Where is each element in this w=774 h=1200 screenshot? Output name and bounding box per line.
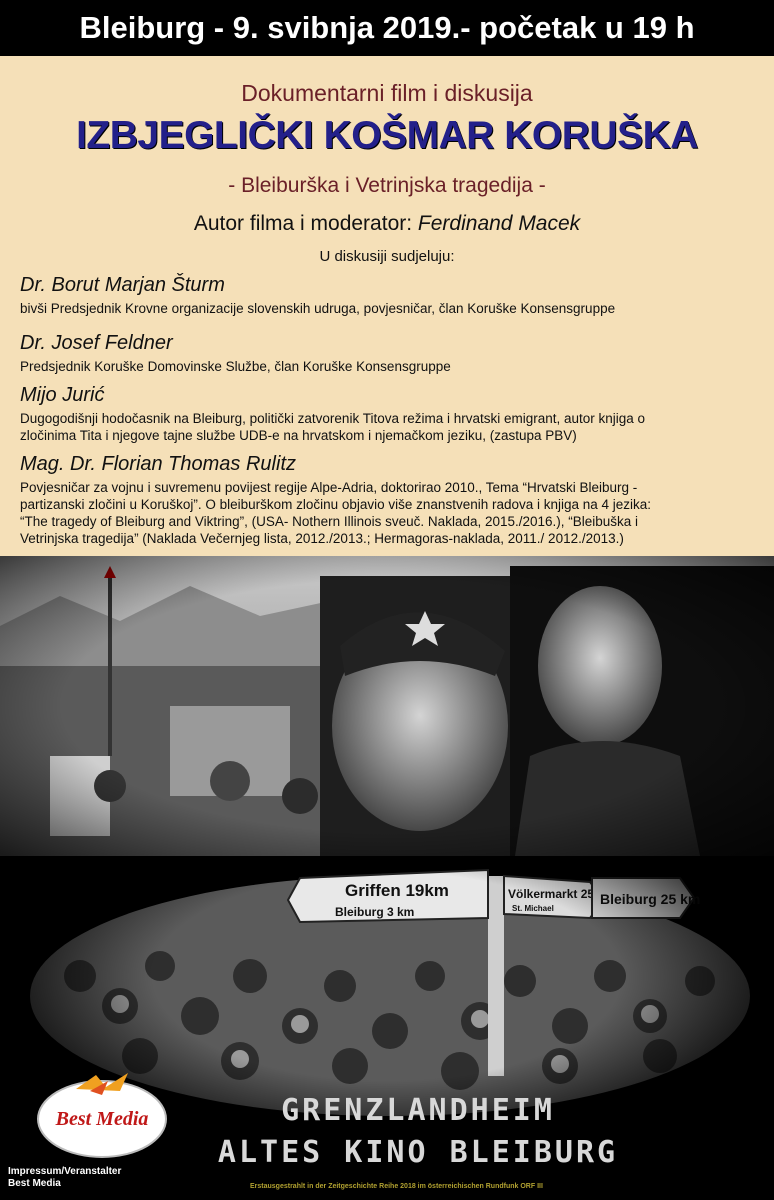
photo-collage [0, 556, 774, 856]
author-line [0, 212, 774, 236]
historical-photo-montage [0, 556, 774, 856]
participant-desc: “The tragedy of Bleiburg and Viktring”, (USA- Nothern Illinois sveuč. Naklada, 2015./2016.), “Bleibuška i [20, 514, 639, 529]
page-title: IZBJEGLIČKI KOŠMAR KORUŠKA [76, 114, 698, 157]
best-media-logo [36, 1067, 168, 1159]
participant [20, 384, 750, 444]
participant-desc: Vetrinjska tragedija” (Naklada Večernjeg lista, 2012./2013.; Hermagoras-naklada, 2011./ 2012./2013.) [20, 531, 624, 546]
participant-desc: partizanski zločini u Koruškoj”. O bleiburškom zločinu objavio više znanstvenih radova i knjiga na 4 jezika: [20, 497, 652, 512]
info-panel [0, 56, 774, 556]
participant [20, 332, 750, 375]
participant-desc: Povjesničar za vojnu i suvremenu povijest regije Alpe-Adria, doktorirao 2010., Tema “Hrvatski Bleiburg - [20, 480, 638, 495]
participant-desc: Predsjednik Koruške Domovinske Službe, član Koruške Konsensgruppe [20, 359, 451, 374]
venue-line-2: ALTES KINO BLEIBURG [217, 1135, 619, 1170]
event-banner: Bleiburg - 9. svibnja 2019.- početak u 19 h [0, 0, 774, 56]
logo-text: Best Media [55, 1108, 149, 1130]
participant [20, 453, 750, 547]
discussion-label: U diskusiji sudjeluju: [319, 248, 455, 265]
impressum-line: Impressum/Veranstalter [8, 1166, 122, 1177]
participant-name: Dr. Josef Feldner [20, 332, 173, 354]
participant-desc: zločinima Tita i njegove tajne službe UDB-e na hrvatskom i njemačkom jeziku, (zastupa PBV) [20, 428, 577, 443]
participant-desc: Dugogodišnji hodočasnik na Bleiburg, politički zatvorenik Titova režima i hrvatski emigrant, autor knjiga o [20, 411, 646, 426]
author-name: Ferdinand Macek [417, 212, 581, 235]
subtitle: Dokumentarni film i diskusija [241, 80, 533, 106]
venue-line-1: GRENZLANDHEIM [281, 1093, 555, 1128]
author-label: Autor filma i moderator: [193, 212, 413, 235]
impressum-line: Best Media [8, 1178, 61, 1189]
participant-desc: bivši Predsjednik Krovne organizacije slovenskih udruga, povjesničar, član Koruške Konsensgruppe [20, 301, 616, 316]
participant-name: Mijo Jurić [20, 384, 105, 406]
participant [20, 274, 750, 317]
broadcast-note: Erstausgestrahlt in der Zeitgeschichte Reihe 2018 im österreichischen Rundfunk ORF III [250, 1183, 543, 1190]
participant-name: Mag. Dr. Florian Thomas Rulitz [20, 453, 296, 475]
impressum [8, 1166, 121, 1190]
participant-name: Dr. Borut Marjan Šturm [20, 274, 225, 296]
tagline: - Bleiburška i Vetrinjska tragedija - [228, 174, 546, 197]
